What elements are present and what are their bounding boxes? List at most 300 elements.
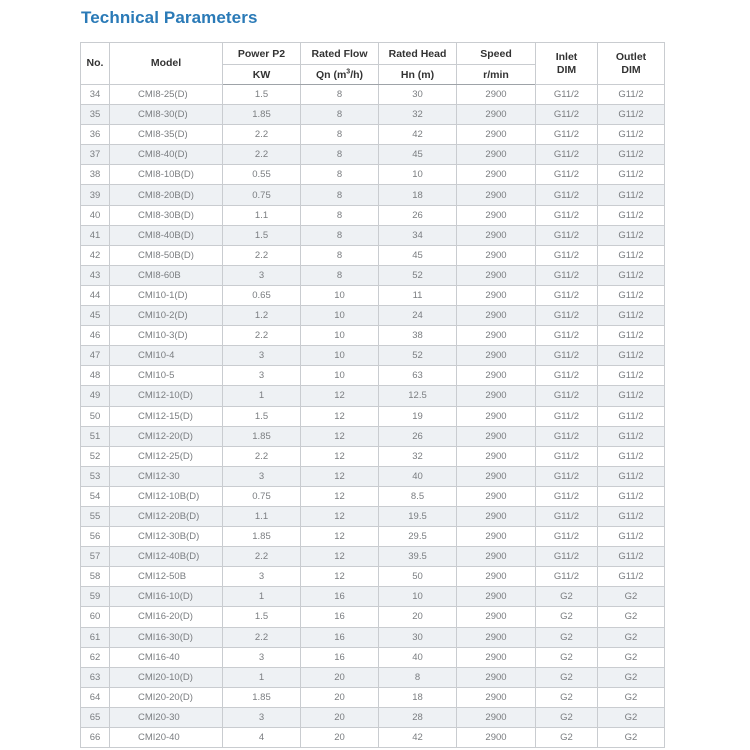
cell-outlet: G11/2	[598, 245, 665, 265]
table-row	[81, 426, 665, 446]
cell-power: 3	[223, 346, 301, 366]
cell-inlet: G11/2	[536, 326, 598, 346]
cell-flow: 8	[301, 105, 379, 125]
table-row	[81, 205, 665, 225]
cell-flow: 12	[301, 527, 379, 547]
table-row	[81, 265, 665, 285]
cell-no: 47	[81, 346, 110, 366]
cell-no: 42	[81, 245, 110, 265]
cell-power: 1.85	[223, 527, 301, 547]
table-row	[81, 185, 665, 205]
cell-power: 1.85	[223, 426, 301, 446]
table-row	[81, 406, 665, 426]
cell-outlet: G2	[598, 607, 665, 627]
header-no: No.	[81, 43, 110, 85]
cell-flow: 8	[301, 125, 379, 145]
cell-no: 57	[81, 547, 110, 567]
cell-outlet: G11/2	[598, 346, 665, 366]
cell-no: 56	[81, 527, 110, 547]
cell-inlet: G11/2	[536, 205, 598, 225]
cell-power: 1.85	[223, 105, 301, 125]
table-row	[81, 145, 665, 165]
table-row	[81, 627, 665, 647]
cell-speed: 2900	[457, 486, 536, 506]
cell-model: CMI20-10(D)	[110, 667, 223, 687]
cell-flow: 16	[301, 587, 379, 607]
table-row	[81, 567, 665, 587]
cell-no: 50	[81, 406, 110, 426]
cell-speed: 2900	[457, 165, 536, 185]
cell-head: 10	[379, 165, 457, 185]
cell-speed: 2900	[457, 426, 536, 446]
cell-outlet: G11/2	[598, 366, 665, 386]
header-speed: Speed	[457, 43, 536, 65]
cell-model: CMI16-40	[110, 647, 223, 667]
cell-model: CMI8-30B(D)	[110, 205, 223, 225]
cell-speed: 2900	[457, 446, 536, 466]
cell-head: 38	[379, 326, 457, 346]
cell-outlet: G11/2	[598, 85, 665, 105]
cell-power: 1.5	[223, 225, 301, 245]
cell-inlet: G2	[536, 707, 598, 727]
cell-power: 2.2	[223, 446, 301, 466]
cell-power: 0.55	[223, 165, 301, 185]
cell-power: 3	[223, 707, 301, 727]
cell-flow: 16	[301, 607, 379, 627]
cell-outlet: G11/2	[598, 567, 665, 587]
flow-unit-post: /h)	[350, 68, 364, 81]
cell-head: 30	[379, 85, 457, 105]
cell-flow: 10	[301, 346, 379, 366]
cell-head: 8.5	[379, 486, 457, 506]
header-model: Model	[110, 43, 223, 85]
header-outlet	[598, 43, 665, 85]
cell-head: 19	[379, 406, 457, 426]
cell-head: 18	[379, 185, 457, 205]
cell-speed: 2900	[457, 386, 536, 406]
cell-no: 54	[81, 486, 110, 506]
cell-model: CMI12-10B(D)	[110, 486, 223, 506]
cell-power: 0.75	[223, 185, 301, 205]
cell-no: 53	[81, 466, 110, 486]
cell-model: CMI12-25(D)	[110, 446, 223, 466]
cell-inlet: G2	[536, 728, 598, 748]
cell-speed: 2900	[457, 346, 536, 366]
table-row	[81, 285, 665, 305]
flow-unit-pre: Qn (m	[315, 68, 347, 81]
cell-head: 10	[379, 587, 457, 607]
cell-model: CMI10-4	[110, 346, 223, 366]
cell-model: CMI10-5	[110, 366, 223, 386]
cell-model: CMI12-20B(D)	[110, 506, 223, 526]
cell-inlet: G2	[536, 647, 598, 667]
table-row	[81, 105, 665, 125]
cell-inlet: G11/2	[536, 225, 598, 245]
cell-model: CMI8-50B(D)	[110, 245, 223, 265]
header-speed-unit: r/min	[457, 65, 536, 85]
cell-flow: 8	[301, 225, 379, 245]
header-power-unit: KW	[223, 65, 301, 85]
cell-outlet: G11/2	[598, 105, 665, 125]
cell-flow: 8	[301, 185, 379, 205]
cell-model: CMI8-60B	[110, 265, 223, 285]
cell-model: CMI10-1(D)	[110, 285, 223, 305]
cell-speed: 2900	[457, 366, 536, 386]
cell-flow: 20	[301, 667, 379, 687]
header-flow: Rated Flow	[301, 43, 379, 65]
cell-power: 0.65	[223, 285, 301, 305]
cell-inlet: G11/2	[536, 426, 598, 446]
cell-no: 51	[81, 426, 110, 446]
cell-model: CMI8-10B(D)	[110, 165, 223, 185]
cell-inlet: G11/2	[536, 486, 598, 506]
table-row	[81, 486, 665, 506]
table-row	[81, 225, 665, 245]
cell-outlet: G11/2	[598, 185, 665, 205]
cell-no: 65	[81, 707, 110, 727]
cell-flow: 12	[301, 466, 379, 486]
cell-flow: 12	[301, 547, 379, 567]
cell-inlet: G11/2	[536, 306, 598, 326]
cell-speed: 2900	[457, 306, 536, 326]
cell-outlet: G11/2	[598, 386, 665, 406]
cell-head: 26	[379, 205, 457, 225]
table-row	[81, 547, 665, 567]
table-row	[81, 346, 665, 366]
cell-power: 3	[223, 567, 301, 587]
cell-outlet: G11/2	[598, 326, 665, 346]
cell-outlet: G2	[598, 647, 665, 667]
cell-power: 1.1	[223, 205, 301, 225]
cell-flow: 8	[301, 145, 379, 165]
cell-model: CMI12-15(D)	[110, 406, 223, 426]
table-row	[81, 245, 665, 265]
table-row	[81, 607, 665, 627]
cell-outlet: G2	[598, 667, 665, 687]
header-outlet-line1: Outlet	[615, 50, 647, 63]
cell-flow: 12	[301, 406, 379, 426]
cell-flow: 12	[301, 386, 379, 406]
cell-outlet: G2	[598, 707, 665, 727]
cell-power: 1	[223, 667, 301, 687]
cell-outlet: G11/2	[598, 265, 665, 285]
cell-flow: 20	[301, 707, 379, 727]
cell-inlet: G2	[536, 587, 598, 607]
cell-speed: 2900	[457, 245, 536, 265]
cell-power: 1.2	[223, 306, 301, 326]
cell-speed: 2900	[457, 225, 536, 245]
cell-power: 1	[223, 587, 301, 607]
cell-speed: 2900	[457, 105, 536, 125]
header-power: Power P2	[223, 43, 301, 65]
page-title: Technical Parameters	[81, 8, 258, 27]
cell-flow: 8	[301, 265, 379, 285]
cell-head: 24	[379, 306, 457, 326]
cell-inlet: G11/2	[536, 406, 598, 426]
cell-no: 66	[81, 728, 110, 748]
cell-model: CMI10-3(D)	[110, 326, 223, 346]
cell-power: 2.2	[223, 627, 301, 647]
cell-head: 29.5	[379, 527, 457, 547]
cell-speed: 2900	[457, 185, 536, 205]
table-row	[81, 125, 665, 145]
cell-power: 2.2	[223, 245, 301, 265]
cell-speed: 2900	[457, 587, 536, 607]
cell-flow: 16	[301, 647, 379, 667]
cell-head: 18	[379, 687, 457, 707]
cell-inlet: G11/2	[536, 185, 598, 205]
header-inlet-line2: DIM	[556, 63, 577, 76]
cell-inlet: G2	[536, 607, 598, 627]
cell-head: 32	[379, 446, 457, 466]
cell-outlet: G11/2	[598, 446, 665, 466]
cell-speed: 2900	[457, 728, 536, 748]
cell-model: CMI8-20B(D)	[110, 185, 223, 205]
cell-outlet: G11/2	[598, 466, 665, 486]
cell-outlet: G11/2	[598, 205, 665, 225]
cell-outlet: G11/2	[598, 406, 665, 426]
cell-model: CMI8-40(D)	[110, 145, 223, 165]
cell-model: CMI20-20(D)	[110, 687, 223, 707]
cell-inlet: G2	[536, 627, 598, 647]
cell-power: 2.2	[223, 125, 301, 145]
cell-head: 11	[379, 285, 457, 305]
cell-power: 3	[223, 647, 301, 667]
cell-no: 41	[81, 225, 110, 245]
cell-no: 48	[81, 366, 110, 386]
cell-flow: 10	[301, 306, 379, 326]
header-inlet-line1: Inlet	[555, 50, 578, 63]
cell-head: 28	[379, 707, 457, 727]
cell-power: 2.2	[223, 547, 301, 567]
cell-model: CMI8-35(D)	[110, 125, 223, 145]
cell-power: 3	[223, 466, 301, 486]
cell-speed: 2900	[457, 265, 536, 285]
table-row	[81, 306, 665, 326]
cell-no: 34	[81, 85, 110, 105]
cell-model: CMI16-30(D)	[110, 627, 223, 647]
cell-model: CMI8-30(D)	[110, 105, 223, 125]
table-row	[81, 85, 665, 105]
cell-model: CMI8-25(D)	[110, 85, 223, 105]
cell-head: 45	[379, 245, 457, 265]
table-row	[81, 165, 665, 185]
cell-flow: 16	[301, 627, 379, 647]
table-row	[81, 647, 665, 667]
cell-no: 60	[81, 607, 110, 627]
cell-model: CMI16-20(D)	[110, 607, 223, 627]
cell-head: 32	[379, 105, 457, 125]
cell-inlet: G11/2	[536, 506, 598, 526]
cell-power: 1.85	[223, 687, 301, 707]
cell-power: 1.5	[223, 85, 301, 105]
cell-outlet: G11/2	[598, 225, 665, 245]
cell-outlet: G11/2	[598, 426, 665, 446]
cell-outlet: G2	[598, 587, 665, 607]
cell-speed: 2900	[457, 647, 536, 667]
cell-inlet: G11/2	[536, 285, 598, 305]
cell-inlet: G11/2	[536, 125, 598, 145]
cell-outlet: G11/2	[598, 547, 665, 567]
header-flow-unit	[301, 65, 379, 85]
cell-inlet: G11/2	[536, 527, 598, 547]
table-row	[81, 326, 665, 346]
cell-flow: 10	[301, 326, 379, 346]
cell-inlet: G11/2	[536, 165, 598, 185]
cell-power: 1.5	[223, 607, 301, 627]
cell-no: 64	[81, 687, 110, 707]
cell-head: 34	[379, 225, 457, 245]
cell-inlet: G11/2	[536, 466, 598, 486]
cell-inlet: G2	[536, 667, 598, 687]
cell-flow: 12	[301, 567, 379, 587]
cell-speed: 2900	[457, 547, 536, 567]
cell-inlet: G2	[536, 687, 598, 707]
cell-no: 36	[81, 125, 110, 145]
cell-head: 63	[379, 366, 457, 386]
cell-inlet: G11/2	[536, 547, 598, 567]
table-row	[81, 366, 665, 386]
cell-no: 55	[81, 506, 110, 526]
cell-inlet: G11/2	[536, 85, 598, 105]
cell-model: CMI12-30B(D)	[110, 527, 223, 547]
cell-head: 19.5	[379, 506, 457, 526]
cell-inlet: G11/2	[536, 145, 598, 165]
cell-head: 8	[379, 667, 457, 687]
cell-no: 62	[81, 647, 110, 667]
cell-outlet: G11/2	[598, 486, 665, 506]
cell-model: CMI16-10(D)	[110, 587, 223, 607]
cell-head: 52	[379, 265, 457, 285]
cell-head: 20	[379, 607, 457, 627]
cell-flow: 12	[301, 426, 379, 446]
cell-inlet: G11/2	[536, 346, 598, 366]
cell-outlet: G11/2	[598, 285, 665, 305]
cell-no: 63	[81, 667, 110, 687]
cell-no: 43	[81, 265, 110, 285]
cell-no: 38	[81, 165, 110, 185]
cell-flow: 12	[301, 506, 379, 526]
cell-head: 42	[379, 125, 457, 145]
cell-speed: 2900	[457, 667, 536, 687]
cell-flow: 10	[301, 366, 379, 386]
table-row	[81, 527, 665, 547]
table-row	[81, 687, 665, 707]
cell-no: 44	[81, 285, 110, 305]
cell-flow: 20	[301, 687, 379, 707]
table-row	[81, 728, 665, 748]
cell-outlet: G11/2	[598, 527, 665, 547]
cell-power: 4	[223, 728, 301, 748]
cell-model: CMI20-30	[110, 707, 223, 727]
cell-speed: 2900	[457, 567, 536, 587]
cell-outlet: G2	[598, 687, 665, 707]
table-row	[81, 667, 665, 687]
cell-model: CMI12-10(D)	[110, 386, 223, 406]
cell-flow: 20	[301, 728, 379, 748]
cell-no: 45	[81, 306, 110, 326]
cell-no: 37	[81, 145, 110, 165]
cell-speed: 2900	[457, 687, 536, 707]
cell-no: 40	[81, 205, 110, 225]
cell-power: 1.1	[223, 506, 301, 526]
cell-speed: 2900	[457, 145, 536, 165]
table-body	[81, 85, 665, 748]
cell-model: CMI12-40B(D)	[110, 547, 223, 567]
cell-outlet: G2	[598, 627, 665, 647]
cell-model: CMI12-50B	[110, 567, 223, 587]
cell-model: CMI12-20(D)	[110, 426, 223, 446]
cell-model: CMI12-30	[110, 466, 223, 486]
cell-flow: 8	[301, 245, 379, 265]
cell-model: CMI20-40	[110, 728, 223, 748]
cell-speed: 2900	[457, 85, 536, 105]
cell-flow: 8	[301, 205, 379, 225]
cell-head: 30	[379, 627, 457, 647]
cell-speed: 2900	[457, 506, 536, 526]
table-header	[81, 43, 665, 85]
technical-parameters-table	[80, 42, 665, 748]
cell-power: 3	[223, 366, 301, 386]
cell-inlet: G11/2	[536, 245, 598, 265]
header-head: Rated Head	[379, 43, 457, 65]
cell-power: 0.75	[223, 486, 301, 506]
cell-speed: 2900	[457, 205, 536, 225]
cell-head: 50	[379, 567, 457, 587]
cell-no: 39	[81, 185, 110, 205]
cell-outlet: G11/2	[598, 506, 665, 526]
cell-no: 49	[81, 386, 110, 406]
cell-speed: 2900	[457, 607, 536, 627]
table-row	[81, 707, 665, 727]
cell-flow: 10	[301, 285, 379, 305]
cell-no: 52	[81, 446, 110, 466]
header-inlet	[536, 43, 598, 85]
cell-inlet: G11/2	[536, 366, 598, 386]
cell-power: 1.5	[223, 406, 301, 426]
cell-speed: 2900	[457, 285, 536, 305]
header-outlet-line2: DIM	[621, 63, 641, 76]
cell-outlet: G11/2	[598, 125, 665, 145]
cell-head: 26	[379, 426, 457, 446]
cell-inlet: G11/2	[536, 105, 598, 125]
cell-inlet: G11/2	[536, 567, 598, 587]
cell-head: 40	[379, 647, 457, 667]
table-row	[81, 386, 665, 406]
cell-no: 46	[81, 326, 110, 346]
cell-no: 58	[81, 567, 110, 587]
cell-outlet: G2	[598, 728, 665, 748]
cell-speed: 2900	[457, 627, 536, 647]
cell-speed: 2900	[457, 707, 536, 727]
cell-power: 3	[223, 265, 301, 285]
cell-head: 52	[379, 346, 457, 366]
cell-model: CMI8-40B(D)	[110, 225, 223, 245]
cell-model: CMI10-2(D)	[110, 306, 223, 326]
cell-flow: 12	[301, 446, 379, 466]
cell-no: 59	[81, 587, 110, 607]
table-row	[81, 506, 665, 526]
cell-speed: 2900	[457, 527, 536, 547]
cell-outlet: G11/2	[598, 165, 665, 185]
cell-head: 39.5	[379, 547, 457, 567]
cell-head: 42	[379, 728, 457, 748]
cell-head: 40	[379, 466, 457, 486]
table-row	[81, 466, 665, 486]
cell-no: 35	[81, 105, 110, 125]
flow-unit-sup: 3	[346, 68, 351, 75]
header-head-unit: Hn (m)	[379, 65, 457, 85]
